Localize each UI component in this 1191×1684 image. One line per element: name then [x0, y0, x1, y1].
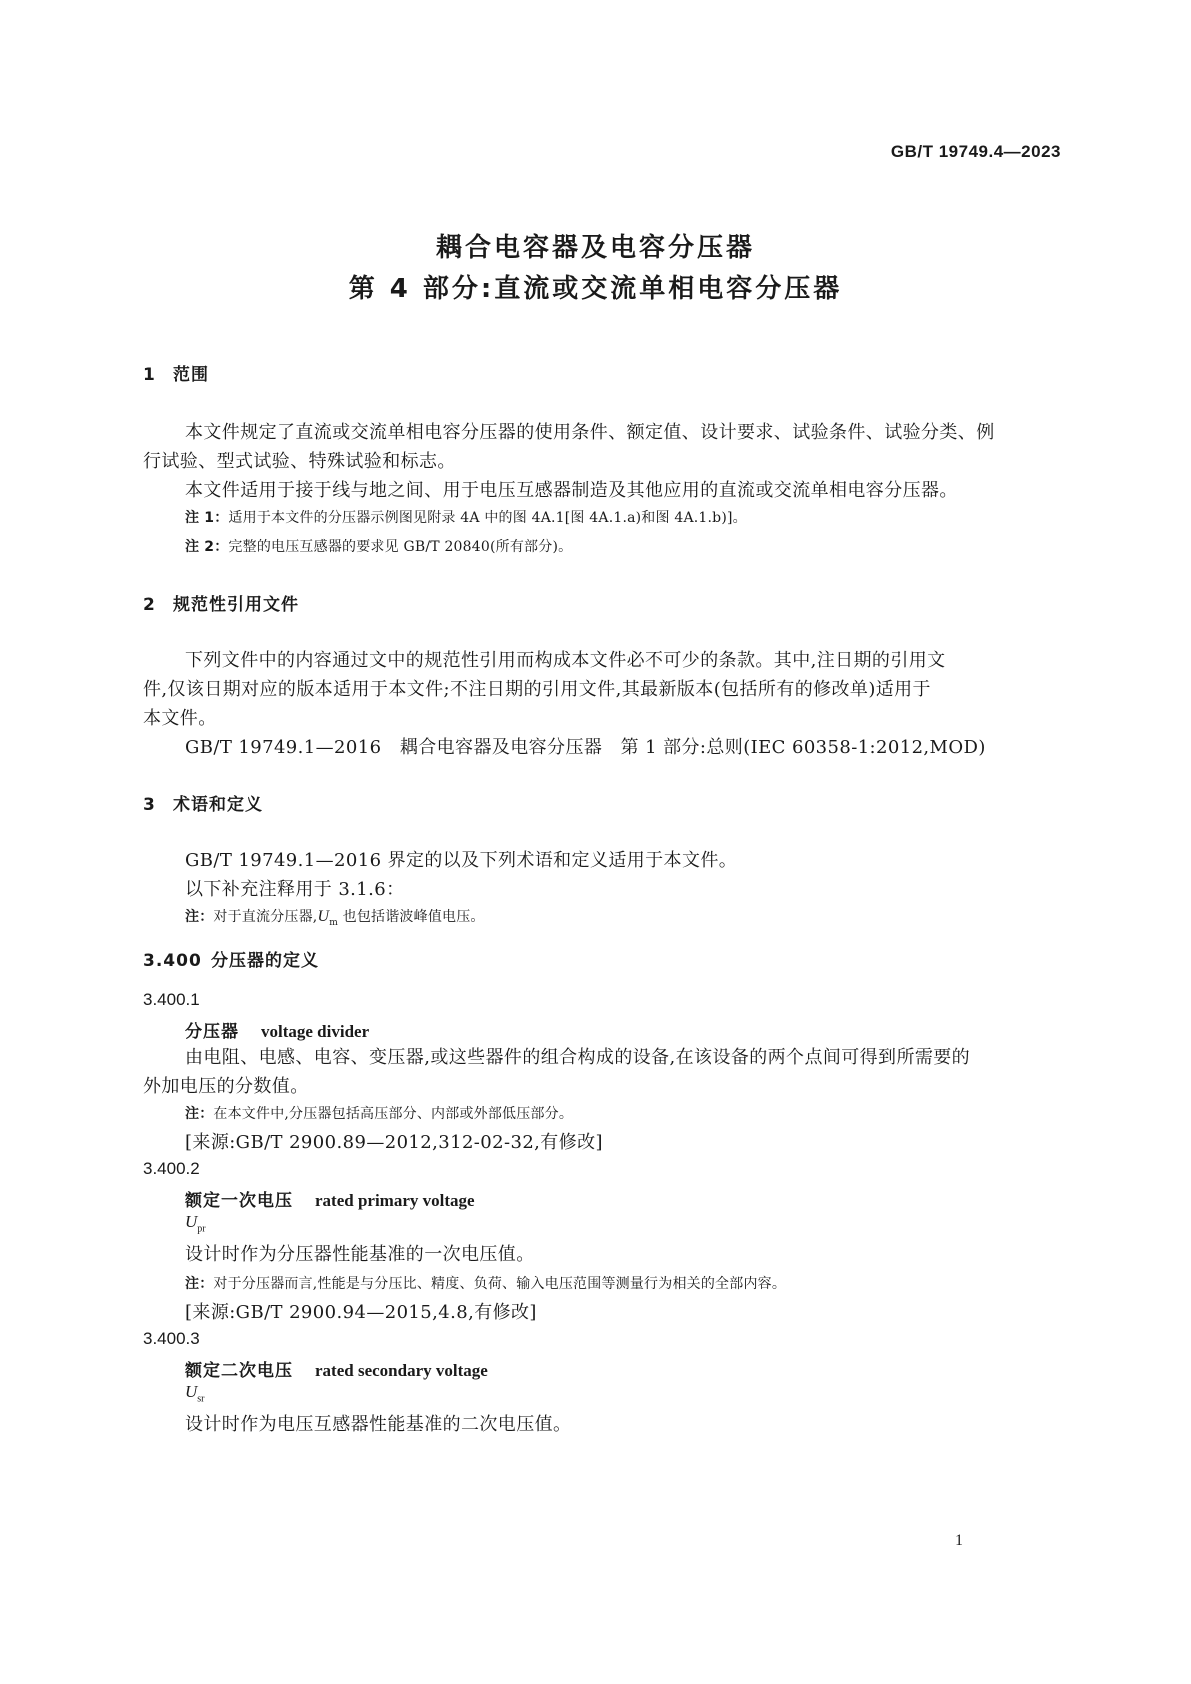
term-en: rated secondary voltage: [315, 1361, 488, 1380]
symbol-subscript: pr: [197, 1223, 206, 1235]
symbol: U: [185, 1382, 198, 1401]
term-entry: [185, 1356, 488, 1381]
paragraph: 本文件规定了直流或交流单相电容分压器的使用条件、额定值、设计要求、试验条件、试验分类、例: [185, 422, 995, 443]
paragraph: 件,仅该日期对应的版本适用于本文件;不注日期的引用文件,其最新版本(包括所有的修改单)适用于: [143, 679, 931, 700]
section-number: 2: [143, 595, 156, 615]
section-number: 3: [143, 795, 156, 815]
note-text: 也包括谐波峰值电压。: [337, 909, 485, 925]
section-number: 3.400: [143, 951, 202, 971]
paragraph: 本文件。: [143, 708, 217, 729]
note-label: 注 1：: [185, 510, 229, 526]
term-definition: 设计时作为分压器性能基准的一次电压值。: [185, 1244, 535, 1265]
term-number: 3.400.3: [143, 1329, 200, 1348]
source-citation: [来源:GB/T 2900.89—2012,312-02-32,有修改]: [185, 1132, 603, 1153]
note-label: 注：: [185, 909, 214, 925]
note-text: 在本文件中,分压器包括高压部分、内部或外部低压部分。: [213, 1106, 574, 1122]
paragraph: GB/T 19749.1—2016 界定的以及下列术语和定义适用于本文件。: [185, 850, 738, 871]
note-text: 对于分压器而言,性能是与分压比、精度、负荷、输入电压范围等测量行为相关的全部内容。: [213, 1276, 787, 1292]
note-text: 对于直流分压器,: [213, 909, 318, 925]
subsection-3-400-heading: [143, 946, 319, 971]
note-label: 注 2：: [185, 539, 229, 555]
page-number: 1: [955, 1532, 963, 1549]
note: [185, 536, 572, 556]
section-title: 分压器的定义: [211, 951, 319, 971]
paragraph: 本文件适用于接于线与地之间、用于电压互感器制造及其他应用的直流或交流单相电容分压器。: [185, 480, 958, 501]
paragraph: 行试验、型式试验、特殊试验和标志。: [143, 451, 456, 472]
section-3-heading: [143, 790, 263, 815]
section-1-heading: [143, 360, 209, 385]
paragraph: 以下补充注释用于 3.1.6：: [185, 879, 405, 900]
note-label: 注：: [185, 1276, 214, 1292]
source-citation: [来源:GB/T 2900.94—2015,4.8,有修改]: [185, 1302, 537, 1323]
term-zh: 额定二次电压: [185, 1361, 293, 1381]
section-title: 术语和定义: [173, 795, 263, 815]
term-definition: 由电阻、电感、电容、变压器,或这些器件的组合构成的设备,在该设备的两个点间可得到所需要的: [185, 1047, 971, 1068]
term-zh: 分压器: [185, 1022, 239, 1042]
term-definition: 设计时作为电压互感器性能基准的二次电压值。: [185, 1414, 572, 1435]
normative-reference: GB/T 19749.1—2016 耦合电容器及电容分压器 第 1 部分:总则(IEC 60358-1:2012,MOD): [185, 737, 986, 758]
note-label: 注：: [185, 1106, 214, 1122]
section-title: 范围: [173, 365, 209, 385]
section-2-heading: [143, 590, 299, 615]
term-definition: 外加电压的分数值。: [143, 1076, 309, 1097]
note: [185, 906, 485, 928]
section-number: 1: [143, 365, 156, 385]
note: [185, 1103, 573, 1123]
term-number: 3.400.2: [143, 1159, 200, 1178]
symbol-subscript: sr: [197, 1393, 205, 1405]
symbol: U: [185, 1212, 198, 1231]
symbol-subscript: m: [329, 917, 338, 928]
document-title-line1: 耦合电容器及电容分压器: [435, 233, 755, 263]
note-text: 完整的电压互感器的要求见 GB/T 20840(所有部分)。: [228, 539, 573, 555]
symbol: U: [317, 908, 330, 925]
term-en: rated primary voltage: [315, 1191, 475, 1210]
term-symbol: [185, 1382, 205, 1404]
term-entry: [185, 1017, 369, 1042]
note: [185, 1273, 786, 1293]
term-number: 3.400.1: [143, 990, 200, 1009]
term-entry: [185, 1186, 475, 1211]
term-symbol: [185, 1212, 206, 1234]
term-en: voltage divider: [261, 1022, 370, 1041]
note: [185, 507, 747, 527]
section-title: 规范性引用文件: [173, 595, 299, 615]
term-zh: 额定一次电压: [185, 1191, 293, 1211]
paragraph: 下列文件中的内容通过文中的规范性引用而构成本文件必不可少的条款。其中,注日期的引用文: [185, 650, 946, 671]
standard-number: GB/T 19749.4—2023: [890, 142, 1061, 161]
document-title-line2: 第 4 部分:直流或交流单相电容分压器: [348, 274, 843, 304]
note-text: 适用于本文件的分压器示例图见附录 4A 中的图 4A.1[图 4A.1.a)和图 4A.1.b)]。: [228, 510, 747, 526]
